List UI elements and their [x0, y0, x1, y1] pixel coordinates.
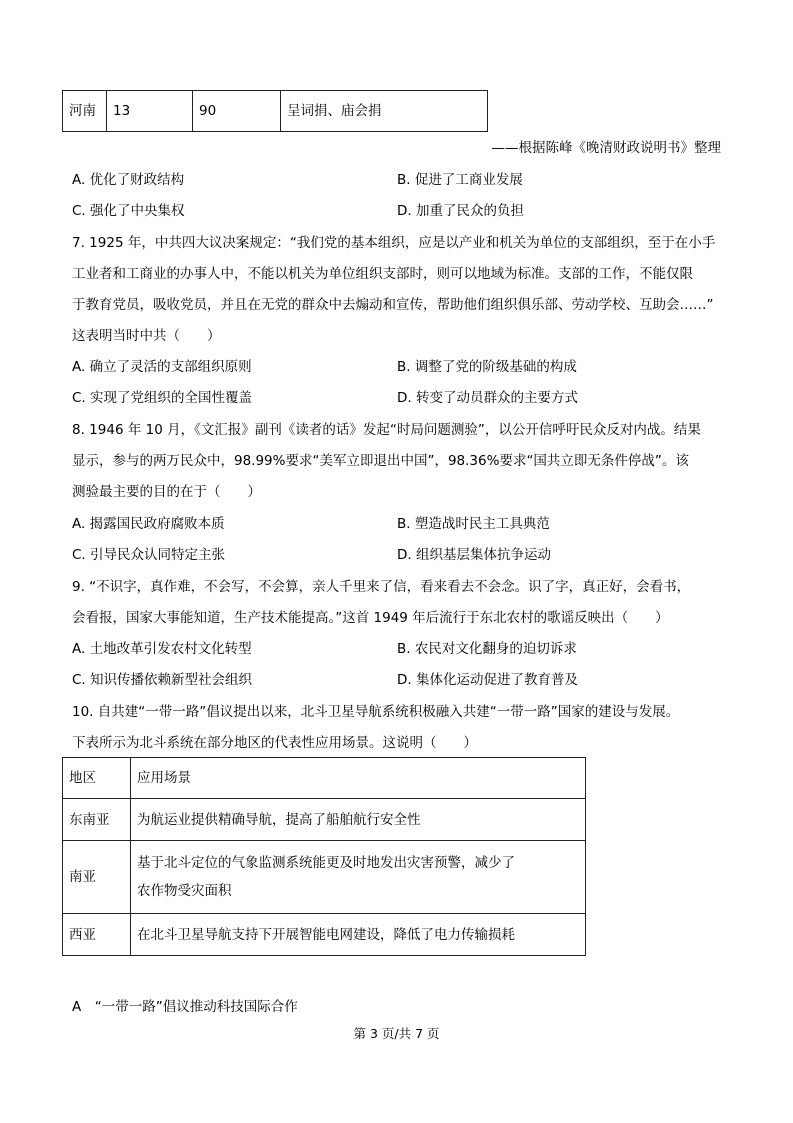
q10-option-a: A “一带一路”倡议推动科技国际合作: [72, 999, 298, 1015]
q6-option-c: C. 强化了中央集权: [72, 203, 185, 219]
q7-option-d: D. 转变了动员群众的主要方式: [397, 390, 578, 406]
table-cell: 为航运业提供精确导航，提高了船舶航行安全性: [131, 799, 586, 841]
q7-option-b: B. 调整了党的阶级基础的构成: [397, 359, 577, 375]
page-footer: 第 3 页/共 7 页: [353, 1026, 440, 1041]
q6-option-a: A. 优化了财政结构: [72, 172, 185, 188]
q7-option-a: A. 确立了灵活的支部组织原则: [72, 359, 252, 375]
q8-stem-line: 显示，参与的两万民众中，98.99%要求“美军立即退出中国”，98.36%要求“国共立即无条件停战”。该: [72, 453, 689, 469]
q9-stem-line: 会看报，国家大事能知道，生产技术能提高。”这首 1949 年后流行于东北农村的歌谣反映出（ ）: [72, 610, 669, 626]
q7-stem-line: 于教育党员，吸收党员，并且在无党的群众中去煽动和宣传，帮助他们组织俱乐部、劳动学校、互助会……”: [72, 297, 714, 313]
q10-stem-line: 下表所示为北斗系统在部分地区的代表性应用场景。这说明（ ）: [72, 735, 477, 751]
table-cell: 在北斗卫星导航支持下开展智能电网建设，降低了电力传输损耗: [131, 914, 586, 956]
q10-table: [62, 757, 586, 956]
table-cell: 基于北斗定位的气象监测系统能更及时地发出灾害预警，减少了农作物受灾面积: [131, 841, 586, 914]
table-cell: 90: [193, 91, 281, 132]
table-cell: 西亚: [63, 914, 131, 956]
q8-option-a: A. 揭露国民政府腐败本质: [72, 516, 225, 532]
source-note: ——根据陈峰《晚清财政说明书》整理: [491, 140, 721, 156]
q8-option-b: B. 塑造战时民主工具典范: [397, 516, 550, 532]
q9-option-b: B. 农民对文化翻身的迫切诉求: [397, 641, 577, 657]
q9-stem-line: 9. “不识字，真作难，不会写，不会算，亲人千里来了信，看来看去不会念。识了字，真正好，会看书，: [72, 579, 691, 595]
table-header: 应用场景: [131, 758, 586, 799]
q10-stem-line: 10. 自共建“一带一路”倡议提出以来，北斗卫星导航系统积极融入共建“一带一路”国家的建设与发展。: [72, 704, 680, 720]
q8-stem-line: 测验最主要的目的在于（ ）: [72, 484, 261, 500]
table-cell: 河南: [63, 91, 107, 132]
q9-option-d: D. 集体化运动促进了教育普及: [397, 672, 578, 688]
table-cell: 东南亚: [63, 799, 131, 841]
top-table: [62, 90, 488, 132]
q8-option-c: C. 引导民众认同特定主张: [72, 547, 226, 563]
q7-stem-line: 这表明当时中共（ ）: [72, 328, 221, 344]
table-row: [63, 914, 586, 956]
table-cell: 南亚: [63, 841, 131, 914]
table-row: [63, 91, 488, 132]
q9-option-c: C. 知识传播依赖新型社会组织: [72, 672, 253, 688]
q6-option-d: D. 加重了民众的负担: [397, 203, 524, 219]
q8-option-d: D. 组织基层集体抗争运动: [397, 547, 551, 563]
q7-option-c: C. 实现了党组织的全国性覆盖: [72, 390, 253, 406]
table-row: [63, 799, 586, 841]
q7-stem-line: 7. 1925 年，中共四大议决案规定：“我们党的基本组织，应是以产业和机关为单位的支部组织，至于在小手: [72, 235, 716, 251]
table-header-row: [63, 758, 586, 799]
q8-stem-line: 8. 1946 年 10 月，《文汇报》副刊《读者的话》发起“时局问题测验”，以公开信呼吁民众反对内战。结果: [72, 422, 701, 438]
q9-option-a: A. 土地改革引发农村文化转型: [72, 641, 252, 657]
table-cell: 呈词捐、庙会捐: [281, 91, 488, 132]
table-cell: 13: [107, 91, 193, 132]
q6-option-b: B. 促进了工商业发展: [397, 172, 523, 188]
table-header: 地区: [63, 758, 131, 799]
q7-stem-line: 工业者和工商业的办事人中，不能以机关为单位组织支部时，则可以地域为标准。支部的工作，不能仅限: [72, 266, 693, 282]
table-row: [63, 841, 586, 914]
